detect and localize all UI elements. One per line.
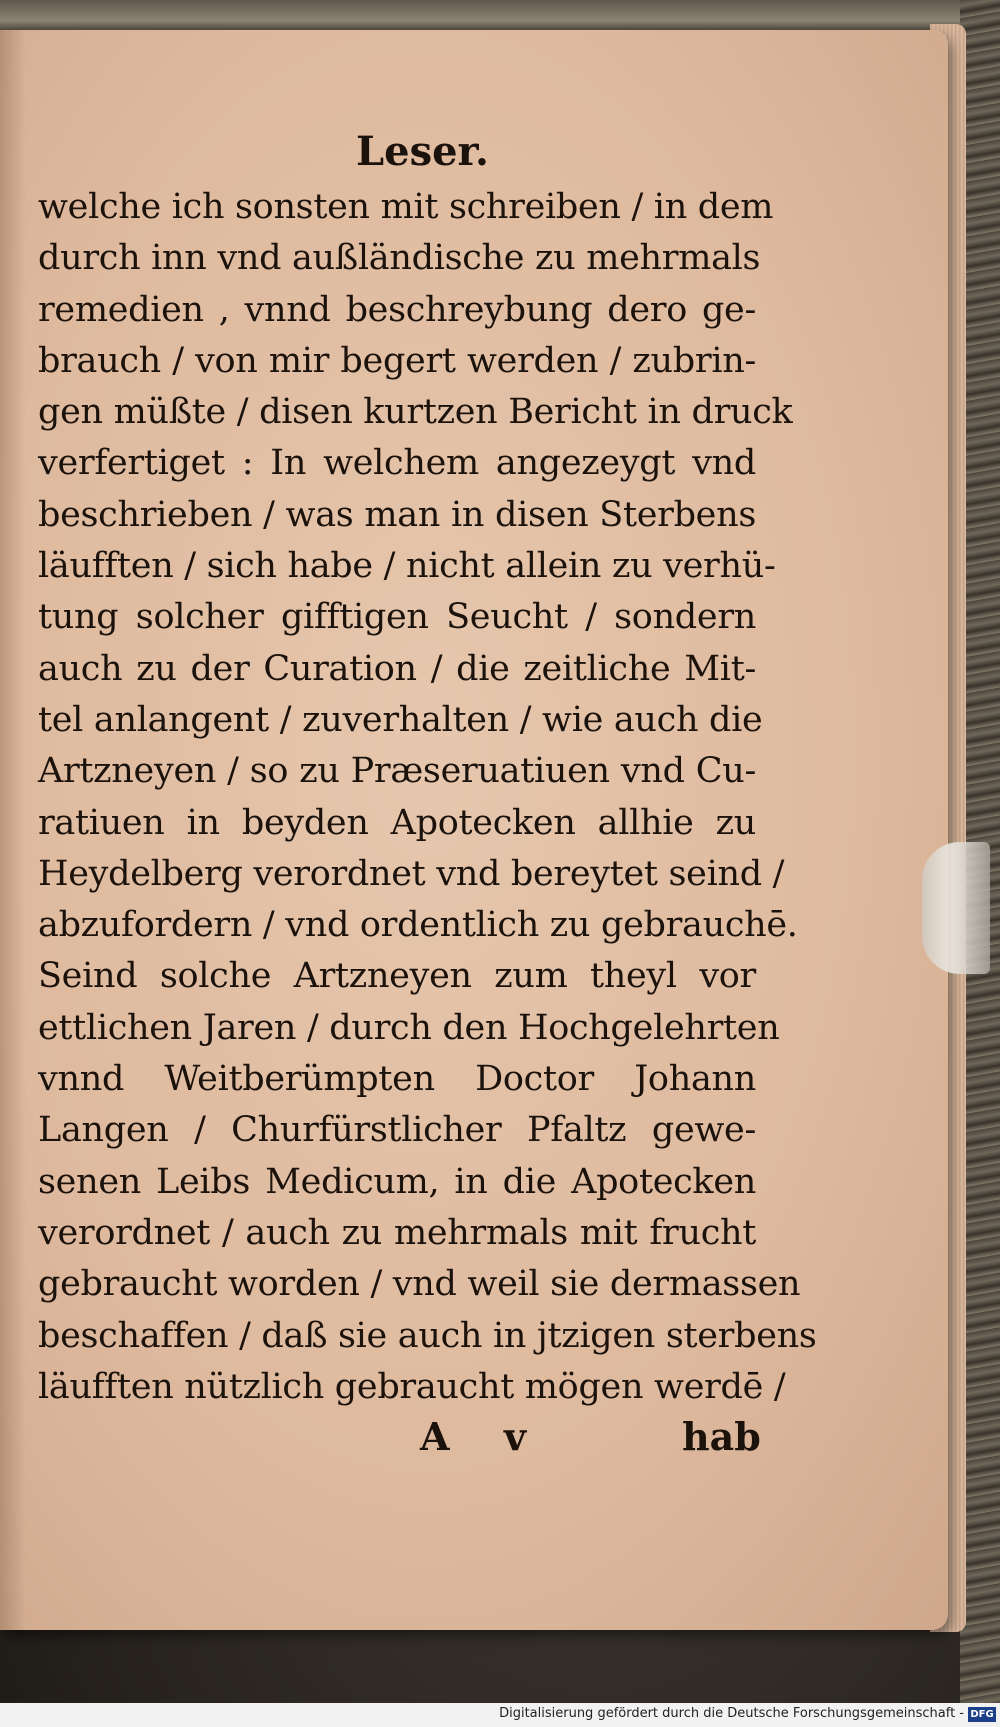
body-text [38, 182, 817, 1413]
text-line: gen müßte / disen kurtzen Bericht in druck [38, 392, 793, 433]
text-line: tel anlangent / zuverhalten / wie auch die [38, 699, 763, 740]
text-line: ettlichen Jaren / durch den Hochgelehrten [38, 1007, 780, 1048]
text-line: vnnd Weitberümpten Doctor Johann [38, 1059, 756, 1100]
book-cover-top [0, 0, 1000, 34]
text-line: tung solcher gifftigen Seucht / sondern [38, 597, 756, 638]
text-line: welche ich sonsten mit schreiben / in dem [38, 187, 774, 227]
text-line: ratiuen in beyden Apotecken allhie zu [38, 802, 756, 843]
signature-number: v [504, 1414, 527, 1459]
signature-mark: A [420, 1414, 450, 1459]
text-line: Artzneyen / so zu Præseruatiuen vnd Cu- [38, 751, 756, 792]
text-line: läufften / sich habe / nicht allein zu verhü- [38, 546, 776, 587]
catchword: hab [682, 1414, 761, 1459]
text-line: läufften nützlich gebraucht mögen werdē / [38, 1366, 786, 1407]
text-line: beschrieben / was man in disen Sterbens [38, 494, 756, 535]
credit-text: Digitalisierung gefördert durch die Deutsche Forschungsgemeinschaft - [499, 1706, 964, 1721]
text-line: remedien , vnnd beschreybung dero ge- [38, 289, 756, 330]
text-line: durch inn vnd außländische zu mehrmals [38, 238, 761, 279]
text-line: beschaffen / daß sie auch in jtzigen sterbens [38, 1315, 817, 1356]
text-line: Seind solche Artzneyen zum theyl vor [38, 956, 756, 997]
text-line: Heydelberg verordnet vnd bereytet seind / [38, 853, 785, 894]
text-line: senen Leibs Medicum, in die Apotecken [38, 1161, 756, 1202]
digitization-credit-bar [0, 1703, 1000, 1727]
text-line: verfertiget : In welchem angezeygt vnd [38, 443, 756, 484]
page-footer [0, 1414, 948, 1466]
page-gutter [0, 30, 26, 1630]
page-clip [922, 842, 990, 974]
text-line: gebraucht worden / vnd weil sie dermassen [38, 1264, 801, 1305]
dfg-logo: DFG [968, 1707, 996, 1722]
text-line: verordnet / auch zu mehrmals mit frucht [38, 1212, 756, 1253]
running-header: Leser. [356, 128, 489, 175]
text-line: abzufordern / vnd ordentlich zu gebrauchē. [38, 905, 798, 946]
text-line: Langen / Churfürstlicher Pfaltz gewe- [38, 1110, 756, 1151]
text-line: brauch / von mir begert werden / zubrin- [38, 340, 756, 381]
text-line: auch zu der Curation / die zeitliche Mit- [38, 648, 756, 689]
